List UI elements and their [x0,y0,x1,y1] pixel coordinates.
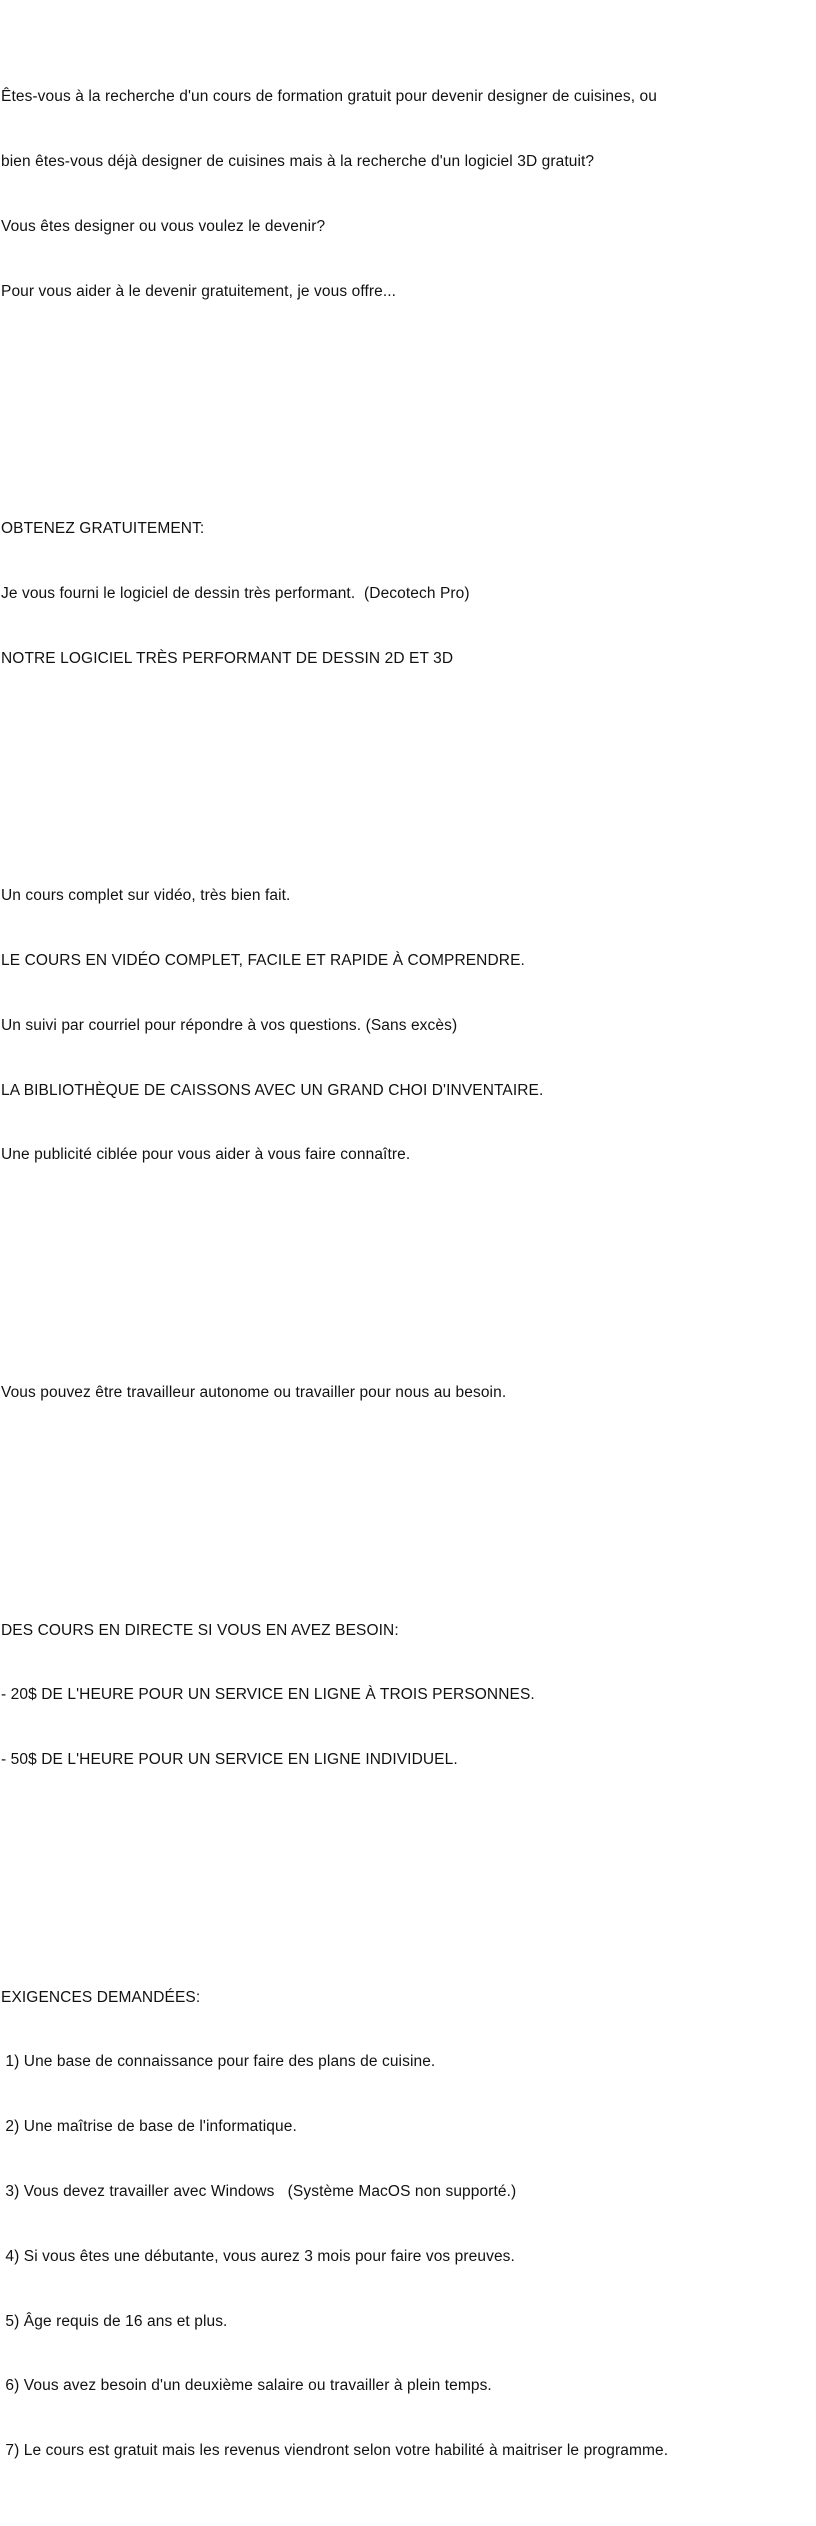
requirements-heading: EXIGENCES DEMANDÉES: [1,1988,201,2006]
spacer [1,389,815,411]
course-section [1,842,815,1209]
requirements-section [1,1943,815,2504]
spacer [1,1252,815,1274]
live-section [1,1576,815,1814]
intro-line: Vous êtes designer ou vous voulez le devenir? [1,217,326,235]
live-heading: DES COURS EN DIRECTE SI VOUS EN AVEZ BESOIN: [1,1621,399,1639]
requirement-item: 4) Si vous êtes une débutante, vous aurez 3 mois pour faire vos preuves. [1,2247,515,2265]
intro-line: bien êtes-vous déjà designer de cuisines mais à la recherche d'un logiciel 3D gratuit? [1,153,595,171]
live-price-line: - 20$ DE L'HEURE POUR UN SERVICE EN LIGNE À TROIS PERSONNES. [1,1686,535,1704]
course-line: LA BIBLIOTHÈQUE DE CAISSONS AVEC UN GRAND CHOI D'INVENTAIRE. [1,1081,544,1099]
intro-line: Êtes-vous à la recherche d'un cours de formation gratuit pour devenir designer de cuisines, ou [1,88,657,106]
requirement-item: 1) Une base de connaissance pour faire des plans de cuisine. [1,2053,436,2071]
spacer [1,756,815,778]
requirement-item: 3) Vous devez travailler avec Windows (Système MacOS non supporté.) [1,2182,517,2200]
course-line: Une publicité ciblée pour vous aider à vous faire connaître. [1,1146,411,1164]
intro-section [1,43,815,345]
requirement-item: 6) Vous avez besoin d'un deuxième salaire ou travailler à plein temps. [1,2377,492,2395]
work-line: Vous pouvez être travailleur autonome ou travailler pour nous au besoin. [1,1384,507,1401]
offer-line: NOTRE LOGICIEL TRÈS PERFORMANT DE DESSIN 2D ET 3D [1,649,454,667]
course-line: LE COURS EN VIDÉO COMPLET, FACILE ET RAPIDE À COMPRENDRE. [1,952,525,970]
requirement-item: 5) Âge requis de 16 ans et plus. [1,2312,228,2330]
course-line: Un cours complet sur vidéo, très bien fait. [1,887,291,905]
offer-heading: OBTENEZ GRATUITEMENT: [1,520,205,538]
offer-line: Je vous fourni le logiciel de dessin très performant. (Decotech Pro) [1,585,470,603]
live-price-line: - 50$ DE L'HEURE POUR UN SERVICE EN LIGNE INDIVIDUEL. [1,1751,458,1769]
work-section [1,1339,815,1447]
intro-line: Pour vous aider à le devenir gratuitement, je vous offre... [1,282,397,300]
course-line: Un suivi par courriel pour répondre à vos questions. (Sans excès) [1,1016,458,1034]
offer-section [1,475,815,713]
document-body [1,0,815,2526]
requirement-item: 2) Une maîtrise de base de l'informatique. [1,2118,297,2136]
spacer [1,1857,815,1879]
spacer [1,1490,815,1512]
requirement-item: 7) Le cours est gratuit mais les revenus viendront selon votre habilité à maitriser le programme. [1,2442,669,2460]
